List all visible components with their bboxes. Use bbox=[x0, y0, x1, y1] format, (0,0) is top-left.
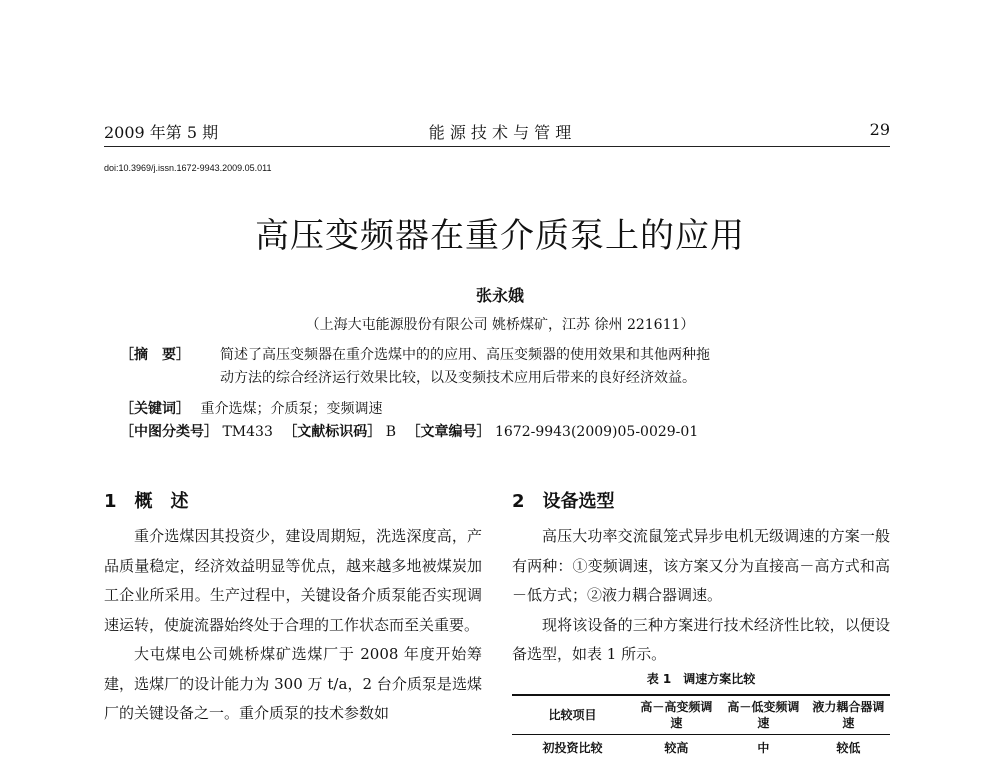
paragraph: 大屯煤电公司姚桥煤矿选煤厂于 2008 年度开始筹建，选煤厂的设计能力为 300 万 t/a，2 台介质泵是选煤厂的关键设备之一。重介质泵的技术参数如 bbox=[104, 645, 482, 722]
section-1-heading: 1 概 述 bbox=[104, 491, 189, 512]
author: 张永娥 bbox=[475, 286, 524, 305]
table-header-cell: 高－高变频调速 bbox=[640, 700, 713, 730]
table-1-caption: 表 1 调速方案比较 bbox=[646, 672, 756, 686]
abstract bbox=[120, 344, 890, 390]
paragraph: 高压大功率交流鼠笼式异步电机无级调速的方案一般有两种：①变频调速，该方案又分为直接高－高方式和高－低方式；②液力耦合器调速。 bbox=[512, 527, 890, 604]
table-cell: 较高 bbox=[664, 741, 689, 755]
table-cell: 中 bbox=[757, 741, 770, 755]
table-cell: 较低 bbox=[836, 741, 861, 755]
table-header-cell: 高－低变频调速 bbox=[727, 700, 800, 730]
header-page-number: 29 bbox=[869, 120, 890, 139]
section-2-body bbox=[512, 522, 890, 670]
header-journal: 能 源 技 术 与 管 理 bbox=[428, 123, 572, 142]
abstract-line: 动方法的综合经济运行效果比较，以及变频技术应用后带来的良好经济效益。 bbox=[220, 370, 696, 386]
table-header-row bbox=[512, 695, 890, 735]
affiliation: （上海大屯能源股份有限公司 姚桥煤矿，江苏 徐州 221611） bbox=[305, 317, 695, 333]
table-1 bbox=[512, 694, 890, 760]
doc-code-label: ［文献标识码］ bbox=[283, 424, 382, 440]
article-number-value: 1672-9943(2009)05-0029-01 bbox=[494, 424, 699, 440]
doc-code-value: B bbox=[385, 424, 397, 440]
table-row bbox=[512, 735, 890, 760]
clc-label: ［中图分类号］ bbox=[120, 424, 218, 440]
section-1-body bbox=[104, 522, 482, 729]
article-number-label: ［文章编号］ bbox=[406, 424, 491, 440]
doi: doi:10.3969/j.issn.1672-9943.2009.05.011 bbox=[104, 163, 272, 173]
keywords-label: ［关键词］ bbox=[120, 401, 190, 417]
clc-value: TM433 bbox=[222, 424, 273, 440]
table-cell: 初投资比较 bbox=[542, 741, 603, 755]
table-header-cell: 比较项目 bbox=[548, 708, 597, 722]
table-header-cell: 液力耦合器调速 bbox=[812, 700, 885, 730]
paragraph: 现将该设备的三种方案进行技术经济性比较，以便设备选型，如表 1 所示。 bbox=[512, 615, 890, 663]
section-2-heading: 2 设备选型 bbox=[512, 491, 615, 512]
header-issue: 2009 年第 5 期 bbox=[104, 123, 219, 142]
header-rule bbox=[104, 146, 890, 147]
paper-title: 高压变频器在重介质泵上的应用 bbox=[255, 216, 745, 256]
keywords-text: 重介选煤；介质泵；变频调速 bbox=[200, 401, 383, 417]
paragraph: 重介选煤因其投资少，建设周期短，洗选深度高，产品质量稳定，经济效益明显等优点，越来越多地被煤炭加工企业所采用。生产过程中，关键设备介质泵能否实现调速运转，使旋流器始终处于合理的工作状态而至关重要。 bbox=[104, 527, 482, 634]
abstract-line: 简述了高压变频器在重介选煤中的的应用、高压变频器的使用效果和其他两种拖 bbox=[220, 347, 710, 363]
classification bbox=[120, 421, 890, 444]
abstract-label: ［摘 要］ bbox=[120, 347, 190, 363]
keywords bbox=[120, 398, 890, 421]
